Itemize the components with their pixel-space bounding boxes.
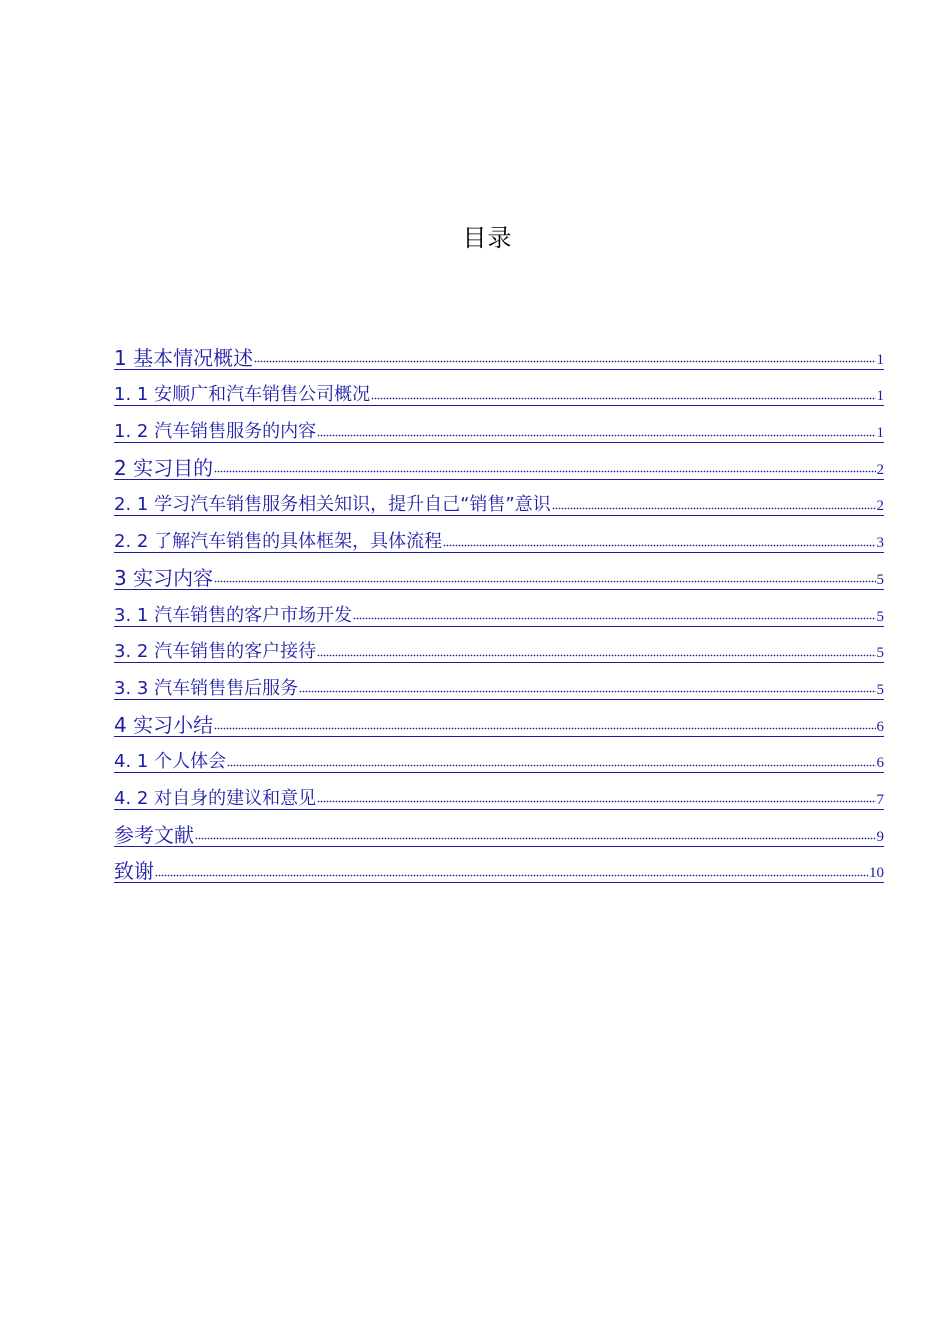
toc-entry[interactable] [114,590,884,627]
dot-leader [317,799,875,805]
toc-page-number: 9 [876,828,884,845]
dot-leader [552,505,876,511]
dot-leader [317,652,875,658]
toc-entry-label: 2 实习目的 [114,455,214,480]
toc-entry[interactable] [114,627,884,664]
toc-entry-label: 1. 2 汽车销售服务的内容 [114,421,317,443]
dot-leader [254,359,875,365]
toc-entry-label: 1. 1 安顺广和汽车销售公司概况 [114,384,371,406]
toc-page-number: 7 [876,791,884,808]
dot-leader [195,836,876,842]
toc-entry-label: 3. 2 汽车销售的客户接待 [114,641,317,663]
dot-leader [214,726,875,732]
toc-entry-label: 4 实习小结 [114,712,214,737]
toc-entry-label: 2. 2 了解汽车销售的具体框架，具体流程 [114,531,443,553]
toc-entry-label: 致谢 [114,859,154,884]
dot-leader [227,762,875,768]
toc-entry-label: 3. 3 汽车销售售后服务 [114,677,299,699]
dot-leader [214,469,875,475]
toc-entry-label: 参考文献 [114,822,194,847]
toc-page-number: 10 [869,865,884,882]
toc-entry[interactable] [114,553,884,590]
toc-entry-label: 1 基本情况概述 [114,345,254,370]
toc-page-number: 5 [876,608,884,625]
toc-page-number: 5 [876,681,884,698]
toc-entry[interactable] [114,810,884,847]
toc-page-number: 5 [876,645,884,662]
toc-entry[interactable] [114,663,884,700]
toc-page-number: 1 [876,388,884,405]
toc-page-number: 3 [876,535,884,552]
dot-leader [214,579,875,585]
toc-entry-label: 2. 1 学习汽车销售服务相关知识，提升自己“销售”意识 [114,494,551,516]
toc-entry-label: 4. 1 个人体会 [114,751,227,773]
toc-page-number: 6 [876,755,884,772]
toc-entry-label: 4. 2 对自身的建议和意见 [114,787,317,809]
dot-leader [353,616,875,622]
table-of-contents [114,333,884,883]
toc-entry[interactable] [114,443,884,480]
toc-entry[interactable] [114,773,884,810]
toc-entry[interactable] [114,333,884,370]
toc-entry[interactable] [114,737,884,774]
toc-page-number: 5 [876,571,884,588]
toc-entry[interactable] [114,480,884,517]
toc-page-number: 2 [876,461,884,478]
page-title: 目录 [462,224,513,252]
toc-page-number: 1 [876,351,884,368]
toc-entry[interactable] [114,406,884,443]
toc-page-number: 6 [876,718,884,735]
dot-leader [443,542,875,548]
dot-leader [317,432,875,438]
toc-entry[interactable] [114,847,884,884]
toc-entry-label: 3 实习内容 [114,565,214,590]
dot-leader [371,395,875,401]
dot-leader [155,872,868,878]
toc-entry[interactable] [114,370,884,407]
toc-entry-label: 3. 1 汽车销售的客户市场开发 [114,604,353,626]
toc-entry[interactable] [114,516,884,553]
toc-entry[interactable] [114,700,884,737]
dot-leader [299,689,875,695]
toc-page-number: 2 [876,498,884,515]
toc-page-number: 1 [876,425,884,442]
